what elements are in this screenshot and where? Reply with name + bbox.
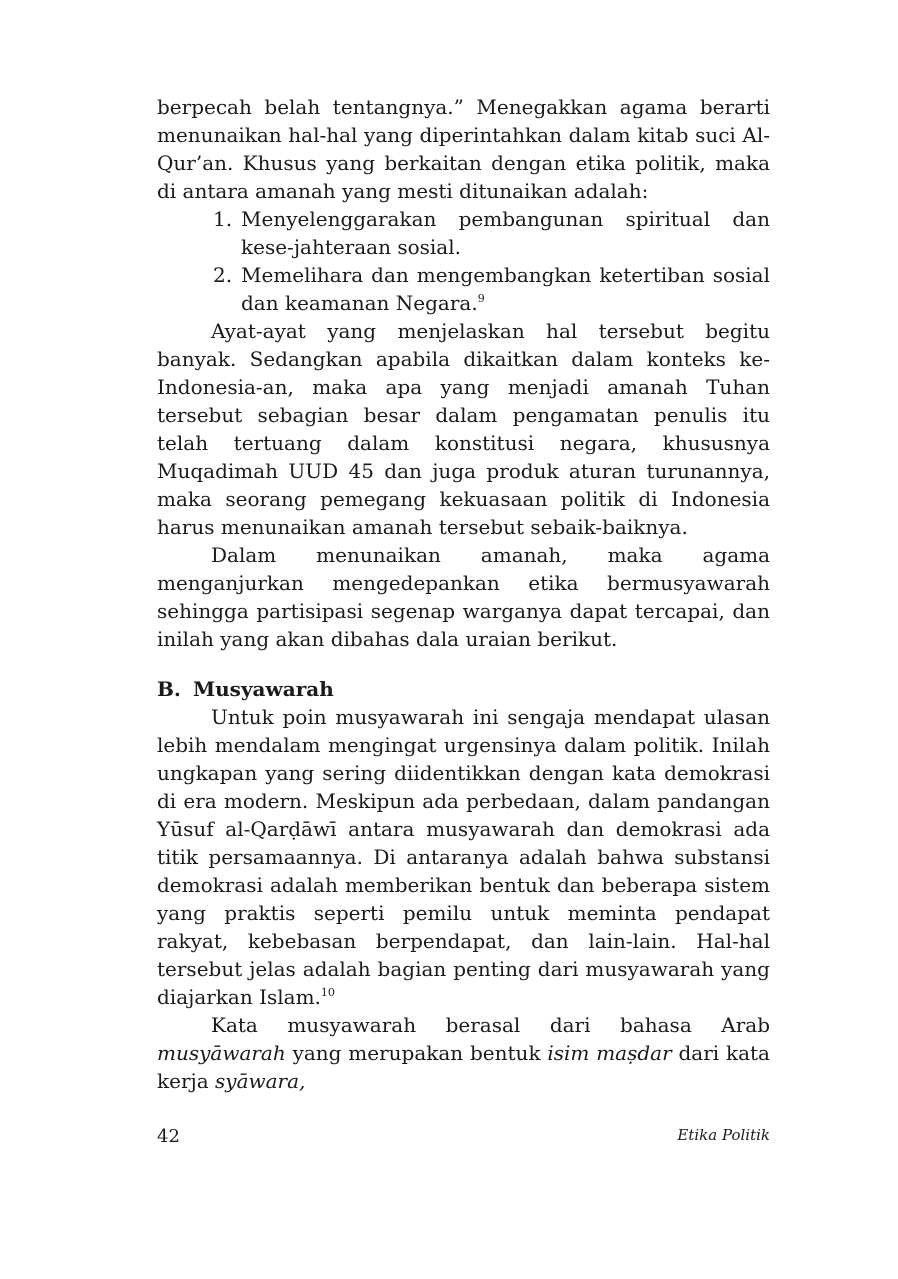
amanah-list [157, 205, 770, 317]
arabic-term: musyāwarah [157, 1041, 286, 1065]
list-item [157, 261, 770, 317]
paragraph-3: Dalam menunaikan amanah, maka agama menganjurkan mengedepankan etika bermusyawarah sehingga partisipasi segenap warganya dapat tercapai, dan inilah yang akan dibahas dala uraian berikut. [157, 543, 770, 651]
arabic-term: syāwara, [215, 1069, 306, 1093]
footnote-marker[interactable]: 9 [477, 292, 485, 305]
footnote-marker[interactable]: 10 [320, 986, 335, 999]
list-item [157, 205, 770, 261]
paragraph-1: berpecah belah tentangnya.” Menegakkan agama berarti menunaikan hal-hal yang diperintahkan dalam kitab suci Al-Qur’an. Khusus yang berkaitan dengan etika politik, maka di antara amanah yang mesti ditunaikan adalah: [157, 95, 770, 203]
paragraph-5-text: yang merupakan bentuk [285, 1041, 548, 1065]
section-title: Musyawarah [193, 677, 334, 701]
paragraph-5-text: dari kata kerja [157, 1041, 770, 1093]
arabic-term: isim maṣdar [547, 1041, 672, 1065]
section-letter: B. [157, 677, 181, 701]
section-heading [157, 675, 770, 703]
list-number: 1. [213, 207, 233, 231]
body-text [157, 93, 770, 1095]
running-title: Etika Politik [677, 1126, 770, 1144]
list-text: Menyelenggarakan pembangunan spiritual dan kese-jahteraan sosial. [241, 207, 770, 259]
paragraph-2: Ayat-ayat yang menjelaskan hal tersebut begitu banyak. Sedangkan apabila dikaitkan dalam konteks ke-Indonesia-an, maka apa yang menjadi amanah Tuhan tersebut sebagian besar dalam pengamatan penulis itu telah tertuang dalam konstitusi negara, khususnya Muqadimah UUD 45 dan juga produk aturan turunannya, maka seorang pemegang kekuasaan politik di Indonesia harus menunaikan amanah tersebut sebaik-baiknya. [157, 319, 770, 539]
paragraph-5 [157, 1011, 770, 1095]
list-number: 2. [213, 263, 233, 287]
page-number: 42 [157, 1126, 180, 1147]
list-text: Memelihara dan mengembangkan ketertiban sosial dan keamanan Negara. [241, 263, 770, 315]
paragraph-4 [157, 703, 770, 1011]
paragraph-4-text: Untuk poin musyawarah ini sengaja mendapat ulasan lebih mendalam mengingat urgensinya dalam politik. Inilah ungkapan yang sering diidentikkan dengan kata demokrasi di era modern. Meskipun ada perbedaan, dalam pandangan Yūsuf al-Qarḍāwī antara musyawarah dan demokrasi ada titik persamaannya. Di antaranya adalah bahwa substansi demokrasi adalah memberikan bentuk dan beberapa sistem yang praktis seperti pemilu untuk meminta pendapat rakyat, kebebasan berpendapat, dan lain-lain. Hal-hal tersebut jelas adalah bagian penting dari musyawarah yang diajarkan Islam. [157, 705, 770, 1009]
page-footer [157, 1126, 770, 1150]
paragraph-5-text: Kata musyawarah berasal dari bahasa Arab [211, 1013, 770, 1037]
